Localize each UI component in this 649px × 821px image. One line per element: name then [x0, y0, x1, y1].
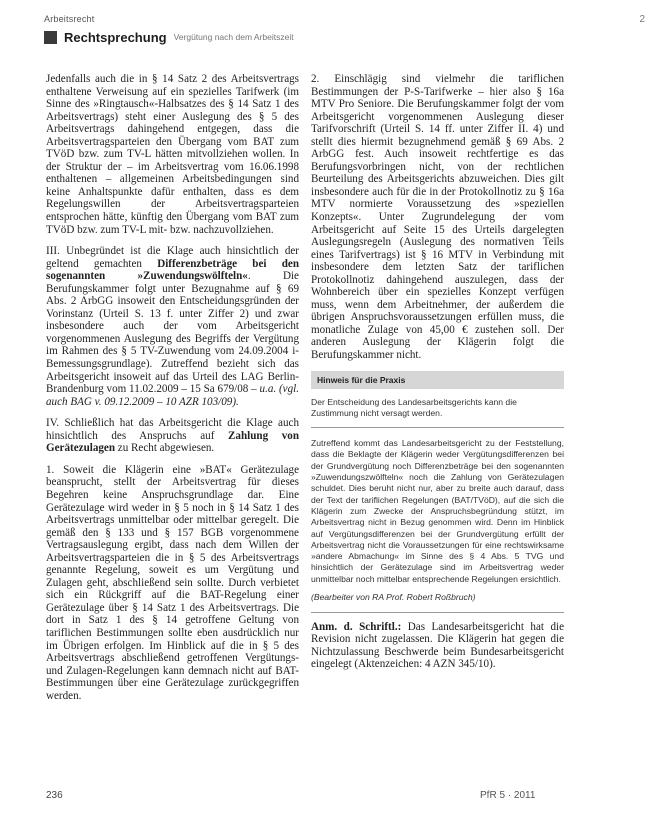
practice-hint-box: [311, 371, 564, 613]
bold-term: Differenzbeträge bei den sogenannten »Zuwendungswölfteln«: [46, 257, 299, 283]
left-column: [46, 73, 299, 711]
header-title: Rechtsprechung: [64, 29, 167, 45]
journal-issue: PfR 5 · 2011: [480, 790, 536, 801]
paragraph-section-3: III. Unbegründet ist die Klage auch hinsichtlich der geltend gemachten Differenzbeträge bei den sogenannten »Zuwendungswölfteln«. Die Berufungskammer folgt unter Bezugnahme auf § 69 Abs. 2 ArbGG insoweit den Entscheidungsgründen der Vorinstanz (Urteil S. 13 f. unter Ziffer 2) und zwar insbesondere auch der vom Arbeitsgericht vorgenommenen Auslegung des Begriffs der Vergütung im Rahmen des § 5 TV-Zuwendung vom 24.09.2004 i-Bemessungsgrundlage). Zutreffend bezieht sich das Arbeitsgericht insoweit auf das Urteil des LAG Berlin-Brandenburg vom 11.02.2009 – 15 Sa 679/08 – u.a. (vgl. auch BAG v. 09.12.2009 – 10 AZR 103/09).: [46, 245, 299, 408]
header-square-icon: [44, 31, 57, 44]
paragraph-continuation: Jedenfalls auch die in § 14 Satz 2 des Arbeitsvertrags enthaltene Verweisung auf ein spezielles Tarifwerk (im Sinne des »Ringtausch«-Halbsatzes des § 14 Satz 1 des Arbeitsvertrags) steht einer Auslegung des § 5 des Arbeitsvertrags dahingehend entgegen, dass die Arbeitsvertragsparteien den Übergang vom BAT zum TVöD bzw. zum TV-L hätten mitvollziehen wollen. In der Struktur der – im Arbeitsvertrag vom 16.06.1998 enthaltenen – allgemeinen Arbeitsbedingungen sind keine Anhaltspunkte dafür enthalten, dass es dem Regelungswillen der Arbeitsvertragsparteien entsprochen hätte, künftig den Übergang vom BAT zum TVöD bzw. zum TV-L mit- bzw. nachzuvollziehen.: [46, 73, 299, 236]
editor-note: Anm. d. Schriftl.: Das Landesarbeitsgericht hat die Revision nicht zugelassen. Die Klägerin hat gegen die Nichtzulassung Beschwerde beim Bundesarbeitsgericht eingelegt (Aktenzeichen: 4 AZN 345/10).: [311, 620, 564, 671]
bold-term: Zahlung von Gerätezulagen: [46, 429, 299, 455]
paragraph-section-4: IV. Schließlich hat das Arbeitsgericht die Klage auch hinsichtlich des Anspruchs auf Zahlung von Gerätezulagen zu Recht abgewiesen.: [46, 417, 299, 455]
facing-page-number: 2: [639, 14, 645, 25]
header-subtitle: Vergütung nach dem Arbeitszeit: [173, 32, 294, 42]
citation: u.a. (vgl. auch BAG v. 09.12.2009 – 10 AZR 103/09).: [46, 383, 299, 408]
practice-hint-lead: Der Entscheidung des Landesarbeitsgerichts kann die Zustimmung nicht versagt werden.: [311, 389, 564, 428]
running-header: [44, 30, 294, 44]
editor-note-label: Anm. d. Schriftl.:: [311, 620, 402, 633]
practice-hint-body: Zutreffend kommt das Landesarbeitsgericht zu der Feststellung, dass die Beklagte der Klägerin weder Vergütungsdifferenzen bei der Grundvergütung noch Differenzbeträge bei den sogenannten »Zuwendungszwölfteln« noch die Zahlung von Gerätezulagen schuldet. Dies beruht nicht nur, aber zu breite auch darauf, dass der Text der tariflichen Regelungen (BAT/TVöD), auf die sich die Klägerin zum Zwecke der Anspruchsbegründung stützt, im Arbeitsvertrag nicht in Bezug genommen wird. Denn im Hinblick auf Vergütungsdifferenzen bei der Grundvergütung erfüllt der Arbeitsvertrag nicht die Voraussetzungen für eine rechtswirksame »andere Abmachung« im Sinne des § 4 Abs. 5 TVG und hinsichtlich der Gerätezulage sind im Arbeitsvertrag weder unmittelbar noch mittelbar entsprechende Regelungen ersichtlich.: [311, 438, 564, 584]
right-column: [311, 73, 564, 680]
section-label: Arbeitsrecht: [44, 14, 95, 24]
practice-hint-author: (Bearbeiter von RA Prof. Robert Roßbruch): [311, 585, 564, 613]
paragraph-section-4-2: 2. Einschlägig sind vielmehr die tariflichen Bestimmungen der P-S-Tarifwerke – hier also § 16a MTV Pro Seniore. Die Berufungskammer folgt der vom Arbeitsgericht vorgenommenen Auslegung dieser Tarifvorschrift (Urteil S. 14 ff. unter Ziffer II. 4) und stellt dies hiermit bezugnehmend gemäß § 69 Abs. 2 ArbGG fest. Auch insoweit rechtfertige es das Berufungsvorbringen nicht, von der rechtlichen Beurteilung des Arbeitsgerichts abzuweichen. Dies gilt insbesondere auch für die in der Protokollnotiz zu § 16a MTV normierte Voraussetzung des »speziellen Konzepts«. Unter Zugrundelegung der vom Arbeitsgericht auf Seite 15 des Urteils dargelegten Auslegungsregeln (Auslegung des normativen Teils eines Tarifvertrags) ist § 16 MTV in Verbindung mit insbesondere dem letzten Satz der tariflichen Protokollnotiz dahingehend auszulegen, dass der Wohnbereich über ein spezielles Konzept verfügen muss, wenn dem Arbeitnehmer, der außerdem die übrigen Anspruchsvoraussetzungen erfüllen muss, die monatliche Zulage von 45,00 € zustehen soll. Der anderen Auslegung der Klägerin folgt die Berufungskammer nicht.: [311, 73, 564, 362]
practice-hint-title: Hinweis für die Praxis: [311, 371, 564, 390]
paragraph-section-4-1: 1. Soweit die Klägerin eine »BAT« Gerätezulage beansprucht, stellt der Arbeitsvertrag für dieses Begehren keine Anspruchsgrundlage dar. Eine Gerätezulage wird weder in § 5 noch in § 14 Satz 1 des Arbeitsvertrags unmittelbar oder mittelbar geregelt. Die gemäß den § 133 und § 157 BGB vorgenommene Vertragsauslegung ergibt, dass nach dem Willen der Arbeitsvertragsparteien die in § 5 des Arbeitsvertrags genannte Regelung, soweit es um Vergütung und Zulagen geht, abschließend sein sollte. Durch verbietet sich ein Rückgriff auf die BAT-Regelung einer Gerätezulage über § 14 Satz 1 des Arbeitsvertrags. Die dort in Satz 1 des § 14 getroffene Geltung von tariflichen Bestimmungen sollte eben ausdrücklich nur im Übrigen erfolgen. Im Hinblick auf die in § 5 des Arbeitsvertrags abschließend getroffenen Vergütungs- und Zulagen-Regelungen kann demnach nicht auf BAT-Bestimmungen über eine Gerätezulage zurückgegriffen werden.: [46, 463, 299, 702]
page-number: 236: [46, 790, 63, 801]
